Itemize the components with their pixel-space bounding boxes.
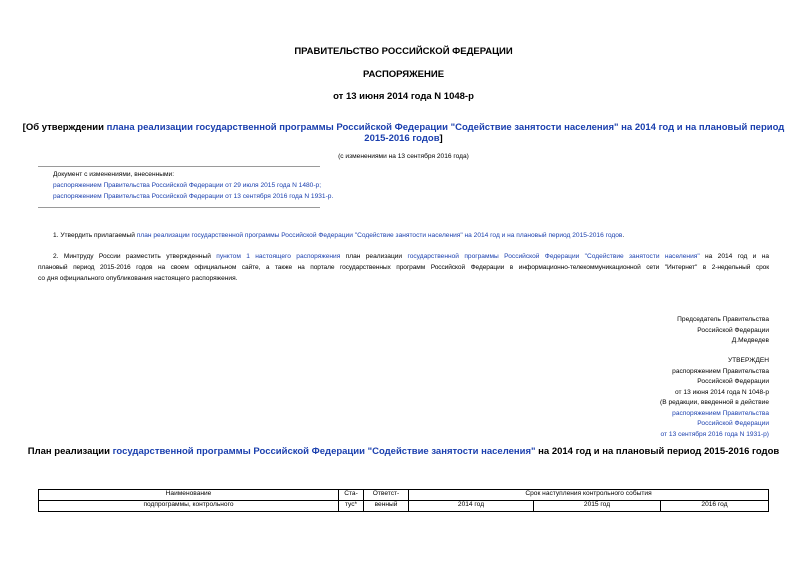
col-deadline-group-header: Срок наступления контрольного события — [409, 490, 769, 501]
change-link-1[interactable]: распоряжением Правительства Российской Федерации от 29 июля 2015 года N 1480-р; — [53, 182, 322, 189]
title-open: [Об утверждении — [22, 122, 107, 133]
divider-bottom — [38, 207, 320, 208]
col-responsible-header: Ответст- — [364, 490, 409, 501]
approved-line-3: Российской Федерации — [697, 378, 769, 385]
changes-label: Документ с изменениями, внесенными: — [53, 171, 175, 178]
changes-block — [53, 169, 333, 202]
col-status-header: Ста- — [339, 490, 364, 501]
p1-text: 1. Утвердить прилагаемый — [53, 232, 137, 239]
plan-title-link[interactable]: государственной программы Российской Федерации "Содействие занятости населения" — [112, 446, 536, 457]
plan-title — [0, 446, 807, 457]
signature-position: Председатель Правительства — [677, 316, 769, 323]
approved-line-4: от 13 июня 2014 года N 1048-р — [675, 388, 769, 396]
p2-text-2: план реализации — [340, 253, 408, 260]
col-name-header-2: подпрограммы, контрольного — [39, 501, 339, 512]
approved-link-2[interactable]: Российской Федерации — [697, 420, 769, 427]
table-header-row-1 — [39, 490, 769, 501]
title-link[interactable]: плана реализации государственной программы Российской Федерации "Содействие занятости населения" на 2014 год и на плановый период — [106, 122, 785, 133]
plan-title-post: на 2014 год и на плановый период 2015-2016 годов — [535, 446, 780, 457]
signature-block — [677, 315, 769, 347]
paragraph-2-line1 — [53, 252, 769, 263]
p1-end: . — [622, 232, 625, 239]
change-link-2[interactable]: распоряжением Правительства Российской Федерации от 13 сентября 2016 года N 1931-р. — [53, 193, 334, 200]
doc-date: от 13 июня 2014 года N 1048-р — [333, 91, 474, 102]
signature-org: Российской Федерации — [697, 326, 769, 334]
title-link-2[interactable]: 2015-2016 годов — [364, 133, 440, 144]
signature-name: Д.Медведев — [731, 337, 769, 344]
table-header-row-2 — [39, 501, 769, 512]
title-close: ] — [439, 133, 443, 144]
col-name-header: Наименование — [39, 490, 339, 501]
plan-table — [38, 489, 769, 512]
col-year-2016: 2016 год — [661, 501, 769, 512]
p2-program-link[interactable]: государственной программы Российской Федерации "Содействие занятости населения" — [407, 253, 700, 260]
approved-link-1[interactable]: распоряжением Правительства — [672, 409, 769, 417]
document-title — [0, 122, 807, 133]
col-responsible-header-2: венный — [364, 501, 409, 512]
approved-line-2: распоряжением Правительства — [672, 367, 769, 375]
col-year-2015: 2015 год — [534, 501, 661, 512]
amended-note: (с изменениями на 13 сентября 2016 года) — [338, 153, 469, 160]
divider-top — [38, 166, 320, 167]
paragraph-1 — [53, 231, 773, 242]
paragraph-2-line3: со дня официального опубликования настоящего распоряжения. — [38, 275, 238, 282]
approved-link-3[interactable]: от 13 сентября 2016 года N 1931-р) — [660, 430, 769, 438]
plan-title-pre: План реализации — [27, 446, 113, 457]
approved-label: УТВЕРЖДЕН — [727, 357, 769, 364]
document-title-line2 — [0, 133, 807, 144]
org-name: ПРАВИТЕЛЬСТВО РОССИЙСКОЙ ФЕДЕРАЦИИ — [294, 46, 513, 57]
approved-line-5: (В редакции, введенной в действие — [660, 399, 769, 406]
doc-type: РАСПОРЯЖЕНИЕ — [362, 69, 445, 80]
p2-point-link[interactable]: пунктом 1 настоящего распоряжения — [216, 253, 341, 260]
p2-text-3: на 2014 год и на — [699, 253, 770, 260]
paragraph-2-line2: плановый период 2015-2016 годов на своем официальном сайте, а также на портале государственных программ Российской Федерации в информационно-телекоммуникационной сети "Интернет" в 2-недельный срок — [38, 264, 769, 271]
p2-text-1: 2. Минтруду России разместить утвержденный — [53, 253, 217, 260]
col-status-header-2: тус* — [339, 501, 364, 512]
p1-plan-link[interactable]: план реализации государственной программы Российской Федерации "Содействие занятости населения" на 2014 год и на плановый период 2015-2016 годов — [136, 232, 623, 239]
col-year-2014: 2014 год — [409, 501, 534, 512]
approval-block — [660, 356, 769, 440]
